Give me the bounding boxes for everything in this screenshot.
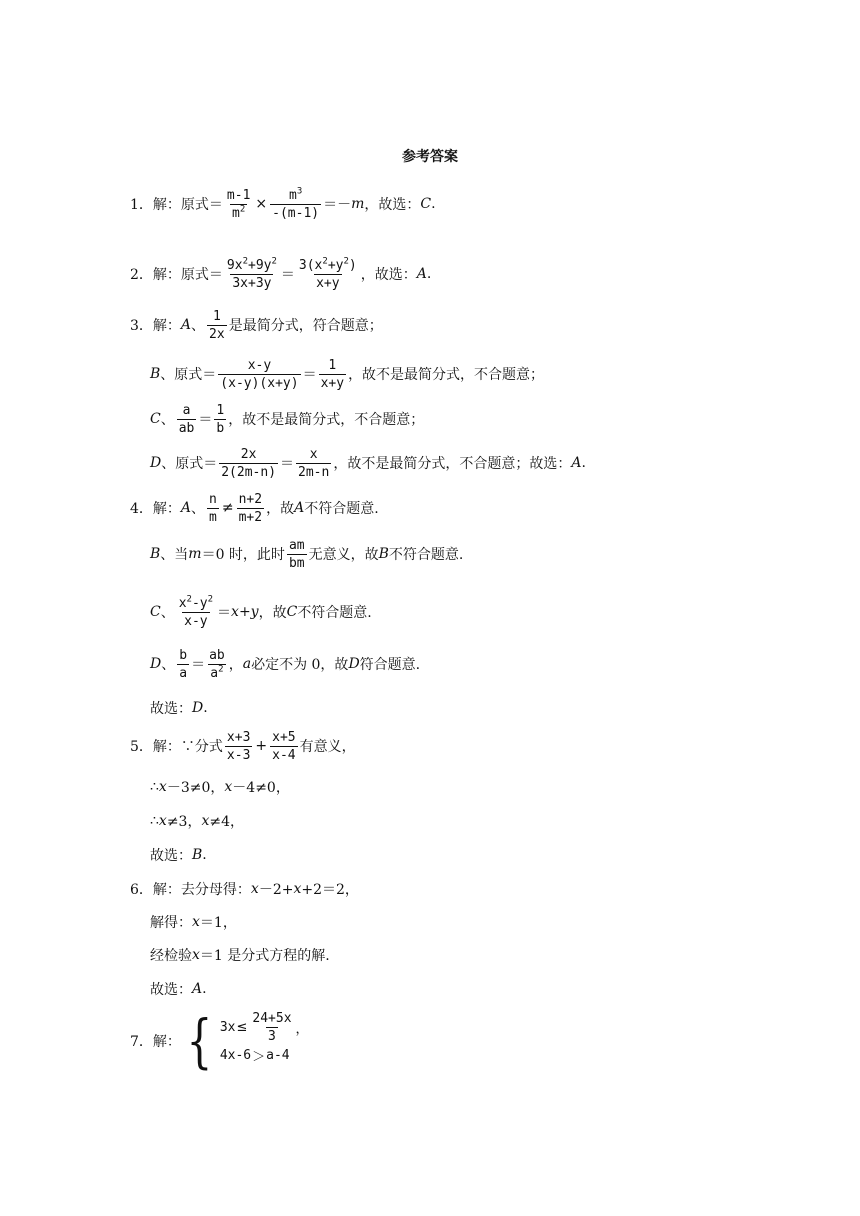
answer-6-line-3: 经检验 x ＝1 是分式方程的解. bbox=[150, 947, 330, 964]
fraction: $3(x^2+y^2)$ x+y bbox=[298, 256, 357, 291]
answer-4-line-1: 4． 解： A 、 n m ≠ n+2 m+2 ，故 A 不符合题意. bbox=[130, 491, 379, 525]
answer-5-line-4: 故选： B . bbox=[150, 847, 207, 864]
inequality-system: { 3x ≤ $\frac{24+5x}{3}$ ， 4x-6 ＞ a-4 bbox=[186, 1007, 309, 1075]
fraction: $\frac{m^3}{-(m-1)}$ bbox=[272, 186, 320, 221]
answer-4-line-2: B 、当 m ＝0 时，此时 am bm 无意义，故 B 不符合题意. bbox=[150, 537, 464, 571]
answer-3-line-1: 3． 解： A 、 1 2x 是最简分式，符合题意； bbox=[130, 308, 383, 342]
answer-6-line-1: 6． 解：去分母得： x －2+ x +2＝2， bbox=[130, 881, 359, 898]
answer-2: 2． 解：原式＝ $9x^2+9y^2$ 3x+3y ＝ $3(x^2+y^2)$ x+y ，故选： A . bbox=[130, 256, 432, 291]
answer-6-line-2: 解得： x ＝1， bbox=[150, 914, 237, 931]
answer-4-line-5: 故选： D . bbox=[150, 700, 208, 717]
answer-4-line-3: C 、 $x^2-y^2$ x-y ＝ x+y ，故 C 不符合题意. bbox=[150, 594, 372, 629]
answer-7: 7． 解： { 3x ≤ $\frac{24+5x}{3}$ ， 4x-6 ＞ a-4 bbox=[130, 1007, 309, 1075]
answer-3-line-2: B 、原式＝ x-y (x-y)(x+y) ＝ 1 x+y ，故不是最简分式，不合题意； bbox=[150, 357, 545, 391]
answer-3-line-4: D 、原式＝ 2x 2(2m-n) ＝ x 2m-n ，故不是最简分式，不合题意；故选： A . bbox=[150, 446, 586, 480]
fraction: $9x^2+9y^2$ 3x+3y bbox=[226, 256, 277, 291]
answer-5-line-2: ∴ x －3≠0， x －4≠0， bbox=[150, 779, 290, 796]
answer-5-line-1: 5． 解：∵分式 x+3 x-3 + $\frac{x+5}{x-4}$ 有意义， bbox=[130, 729, 356, 763]
answer-3-line-3: C 、 a ab ＝ 1 b ，故不是最简分式，不合题意； bbox=[150, 402, 425, 436]
page-title: 参考答案 bbox=[402, 149, 458, 165]
answer-6-line-4: 故选： A . bbox=[150, 981, 207, 998]
answer-4-line-4: D 、 b a ＝ ab $a^2$ ， a 必定不为 0，故 D 符合题意. bbox=[150, 647, 421, 681]
fraction: $\frac{m-1}{m^2}$ bbox=[226, 187, 251, 221]
answer-5-line-3: ∴ x ≠3， x ≠4， bbox=[150, 813, 245, 830]
answer-1: 1． 解：原式＝ $\frac{m-1}{m^2}$ × $\frac{m^3}{-(m-1)}$ ＝－ m ，故选： C . bbox=[130, 186, 436, 221]
